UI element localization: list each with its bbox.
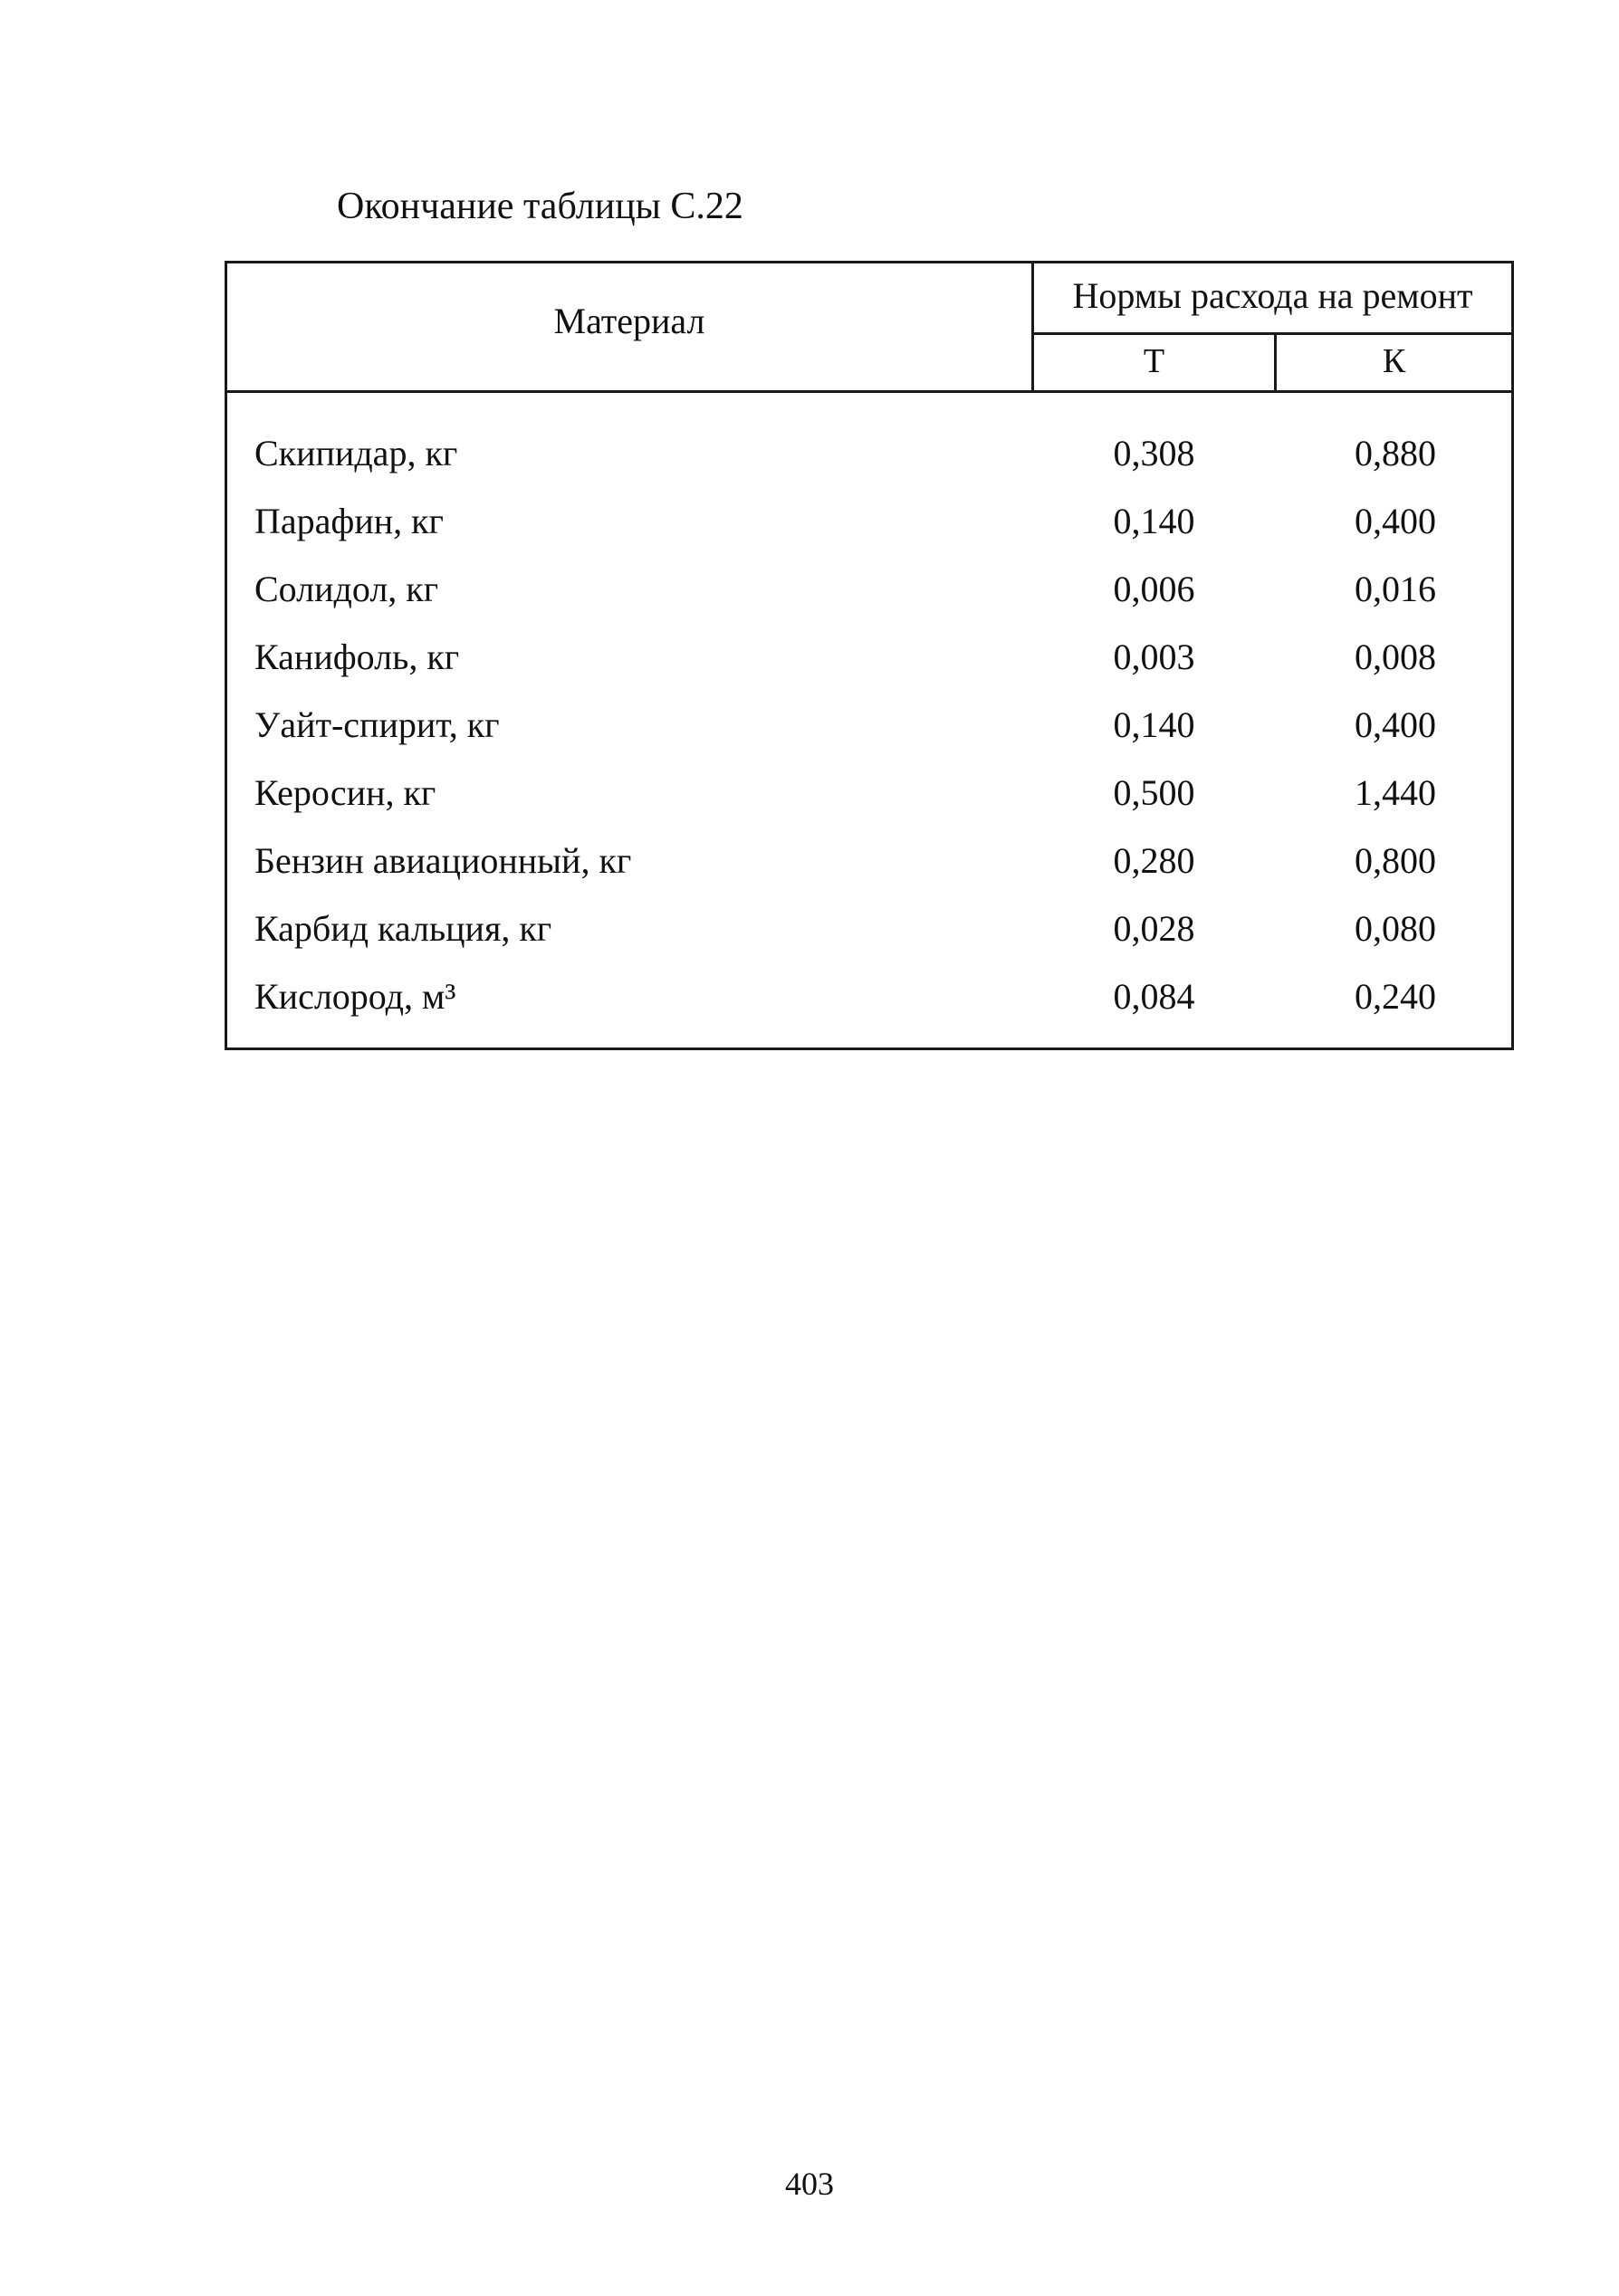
header-col-k: К <box>1382 342 1406 380</box>
header-col-t: Т <box>1143 342 1165 380</box>
value-t: 0,028 <box>1113 908 1195 949</box>
material-name: Скипидар, кг <box>254 433 458 474</box>
table-row <box>227 834 1511 902</box>
value-k: 0,880 <box>1355 433 1436 474</box>
value-t: 0,003 <box>1113 636 1195 677</box>
table-row <box>227 562 1511 630</box>
value-k: 0,016 <box>1355 569 1436 609</box>
material-name: Бензин авиационный, кг <box>254 840 632 881</box>
table-caption: Окончание таблицы С.22 <box>337 186 743 227</box>
material-name: Уайт-спирит, кг <box>254 704 500 745</box>
material-name: Канифоль, кг <box>254 636 460 677</box>
value-t: 0,140 <box>1113 501 1195 541</box>
header-subdivider-horizontal <box>1031 332 1511 335</box>
value-t: 0,500 <box>1113 772 1195 813</box>
value-k: 0,400 <box>1355 501 1436 541</box>
table-row <box>227 902 1511 970</box>
table-row <box>227 426 1511 494</box>
table-body <box>227 426 1511 1038</box>
material-name: Кислород, м³ <box>254 976 456 1017</box>
value-t: 0,308 <box>1113 433 1195 474</box>
value-t: 0,006 <box>1113 569 1195 609</box>
table-row <box>227 766 1511 834</box>
value-k: 1,440 <box>1355 772 1436 813</box>
table-row <box>227 698 1511 766</box>
header-bottom-rule <box>227 390 1511 393</box>
value-k: 0,080 <box>1355 908 1436 949</box>
header-material: Материал <box>553 301 705 341</box>
page-number: 403 <box>785 2166 834 2202</box>
table-row <box>227 970 1511 1038</box>
material-name: Карбид кальция, кг <box>254 908 552 949</box>
value-t: 0,280 <box>1113 840 1195 881</box>
value-k: 0,240 <box>1355 976 1436 1017</box>
material-name: Керосин, кг <box>254 772 436 813</box>
value-k: 0,400 <box>1355 704 1436 745</box>
value-k: 0,008 <box>1355 636 1436 677</box>
value-t: 0,140 <box>1113 704 1195 745</box>
table-row <box>227 494 1511 562</box>
material-name: Солидол, кг <box>254 569 439 609</box>
value-t: 0,084 <box>1113 976 1195 1017</box>
materials-table <box>225 261 1514 1050</box>
value-k: 0,800 <box>1355 840 1436 881</box>
material-name: Парафин, кг <box>254 501 444 541</box>
table-row <box>227 630 1511 698</box>
header-consumption-norms: Нормы расхода на ремонт <box>1072 275 1473 316</box>
